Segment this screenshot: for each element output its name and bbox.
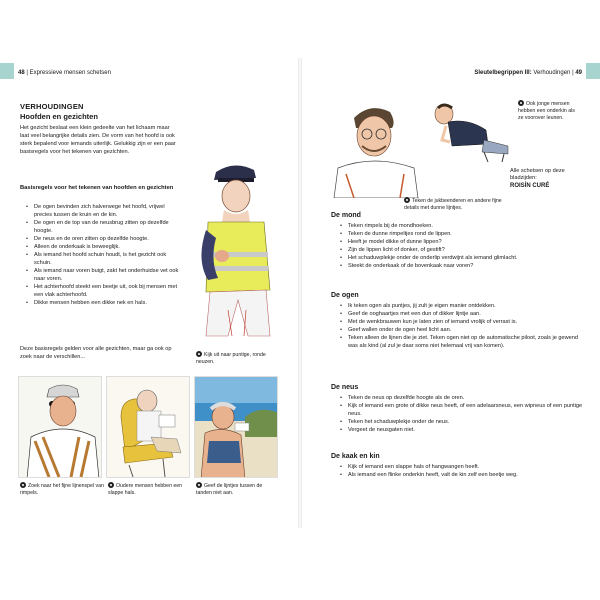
list-kaak-kin [340, 463, 585, 479]
page-number-right: 49 [575, 70, 582, 76]
list-item: • Steekt de onderkaak of de bovenkaak naar voren? [340, 262, 585, 270]
page-number-left: 48 [18, 70, 25, 76]
heading-kaak-kin: De kaak en kin [331, 453, 380, 460]
list-neus [340, 394, 585, 434]
woman-beach-illustration [195, 377, 278, 478]
chapter-tab-right [586, 63, 600, 79]
arrow-icon [20, 482, 26, 488]
guard-sketch [188, 160, 280, 340]
guard-illustration [188, 160, 280, 340]
older-man-illustration [107, 377, 190, 478]
list-item: • Als iemand een flinke onderkin heeft, valt de kin zelf een beetje weg. [340, 471, 585, 479]
list-item: • Geef wallen onder de ogen heel licht aan. [340, 326, 585, 334]
caption-leaning: Ook jonge mensen hebben een onderkin als ze voorover leunen. [518, 101, 575, 121]
list-item: • Teken de dunne rimpeltjes rond de lippen. [340, 230, 585, 238]
outro-paragraph: Deze basisregels gelden voor alle gezichten, maar ga ook op zoek naar de verschillen... [20, 346, 172, 360]
list-item: • Heeft je model dikke of dunne lippen? [340, 238, 585, 246]
heading-ogen: De ogen [331, 292, 359, 299]
rule-item: • Alleen de onderkaak is beweeglijk. [26, 243, 182, 251]
heading-neus: De neus [331, 384, 359, 391]
rule-item: • Het achterhoofd steekt een beetje uit, ook bij mensen met een vlak achterhoofd. [26, 283, 182, 299]
rule-item: • Als iemand het hoofd schuin houdt, is het gezicht ook schuin. [26, 251, 182, 267]
list-item: • Vergeet de neusgaten niet. [340, 426, 585, 434]
rule-item: • De ogen en de top van de neusbrug zitten op dezelfde hoogte. [26, 219, 182, 235]
list-item: • Teken alleen de lijnen die je ziet. Teken ogen niet op de automatische piloot, zoals je gewend was als kind (al zul je daar soms niet helemaal vrij van komen). [340, 334, 585, 350]
rules-title: Basisregels voor het tekenen van hoofden en gezichten [20, 185, 174, 191]
running-head-right-bold: Sleutelbegrippen III: [474, 70, 532, 76]
list-mond [340, 222, 585, 270]
caption-jaw: Teken de jukbeenderen en andere fijne details met dunne lijntjes. [404, 198, 502, 211]
rule-item: • De ogen bevinden zich halverwege het hoofd, vrijwel precies tussen de kruin en de kin. [26, 203, 182, 219]
arrow-icon [404, 197, 410, 203]
list-item: • Ik teken ogen als puntjes, jij zult je eigen manier ontdekken. [340, 302, 585, 310]
man-glasses-illustration [330, 98, 426, 198]
caption-guard: Kijk uit naar puntige, ronde neuzen. [196, 352, 266, 365]
intro-paragraph: Het gezicht beslaat een klein gedeelte van het lichaam maar laat veel belangrijke details zien. De vorm van het hoofd is ook sterk bepalend voor iemands uiterlijk. Gelukkig zijn er een paar basisregels voor het tekenen van gezichten. [20, 125, 176, 155]
running-head-right: Sleutelbegrippen III: Verhoudingen | 49 [474, 70, 582, 76]
arrow-icon [108, 482, 114, 488]
list-item: • Teken de neus op dezelfde hoogte als de oren. [340, 394, 585, 402]
caption-fig3: Geef de lijntjes tussen de tanden niet aan. [196, 483, 263, 496]
list-item: • Zijn de lippen licht of donker, of gestift? [340, 246, 585, 254]
man-cap-illustration [19, 377, 102, 478]
section-subtitle: Hoofden en gezichten [20, 112, 98, 121]
list-item: • Teken rimpels bij de mondhoeken. [340, 222, 585, 230]
arrow-icon [196, 482, 202, 488]
credit-name: ROISÍN CURÉ [510, 183, 550, 189]
list-ogen [340, 302, 585, 350]
man-leaning-illustration [428, 100, 512, 162]
section-title: VERHOUDINGEN [20, 102, 84, 111]
caption-fig2: Oudere mensen hebben een slappe hals. [108, 483, 183, 496]
running-head-left-text: Expressieve mensen schetsen [29, 70, 111, 76]
running-head-left: 48 | Expressieve mensen schetsen [18, 70, 111, 76]
sketch-man-glasses [330, 98, 426, 198]
heading-mond: De mond [331, 212, 361, 219]
list-item: • Kijk of iemand een grote of dikke neus heeft, of een adelaarsneus, een wipneus of een puntige neus. [340, 402, 585, 418]
list-item: • Kijk of iemand een slappe hals of hangwangen heeft. [340, 463, 585, 471]
list-item: • Het schaduwplekje onder de onderlip verdwijnt als iemand glimlacht. [340, 254, 585, 262]
sketch-man-leaning [428, 100, 512, 162]
arrow-icon [196, 351, 202, 357]
list-item: • Geef de ooghaartjes met een dun of dikker lijntje aan. [340, 310, 585, 318]
list-item: • Teken het schaduwplekje onder de neus. [340, 418, 585, 426]
sketch-woman-beach [194, 376, 278, 478]
caption-fig1: Zoek naar het fijne lijnenspel van rimpels. [20, 483, 104, 496]
sketch-older-man-chair [106, 376, 190, 478]
credit-line: Alle schetsen op deze bladzijden: [510, 168, 565, 181]
list-item: • Met de wenkbrauwen kun je laten zien of iemand vrolijk of verrast is. [340, 318, 585, 326]
rule-item: • Als iemand naar voren buigt, zakt het onderhuidse vet ook naar voren. [26, 267, 182, 283]
rules-list [26, 203, 182, 307]
arrow-icon [518, 100, 524, 106]
chapter-tab-left [0, 63, 14, 79]
rule-item: • Dikke mensen hebben een dikke nek en hals. [26, 299, 182, 307]
sketch-man-cap [18, 376, 102, 478]
running-head-right-text: Verhoudingen [533, 70, 571, 76]
rule-item: • De neus en de oren zitten op dezelfde hoogte. [26, 235, 182, 243]
